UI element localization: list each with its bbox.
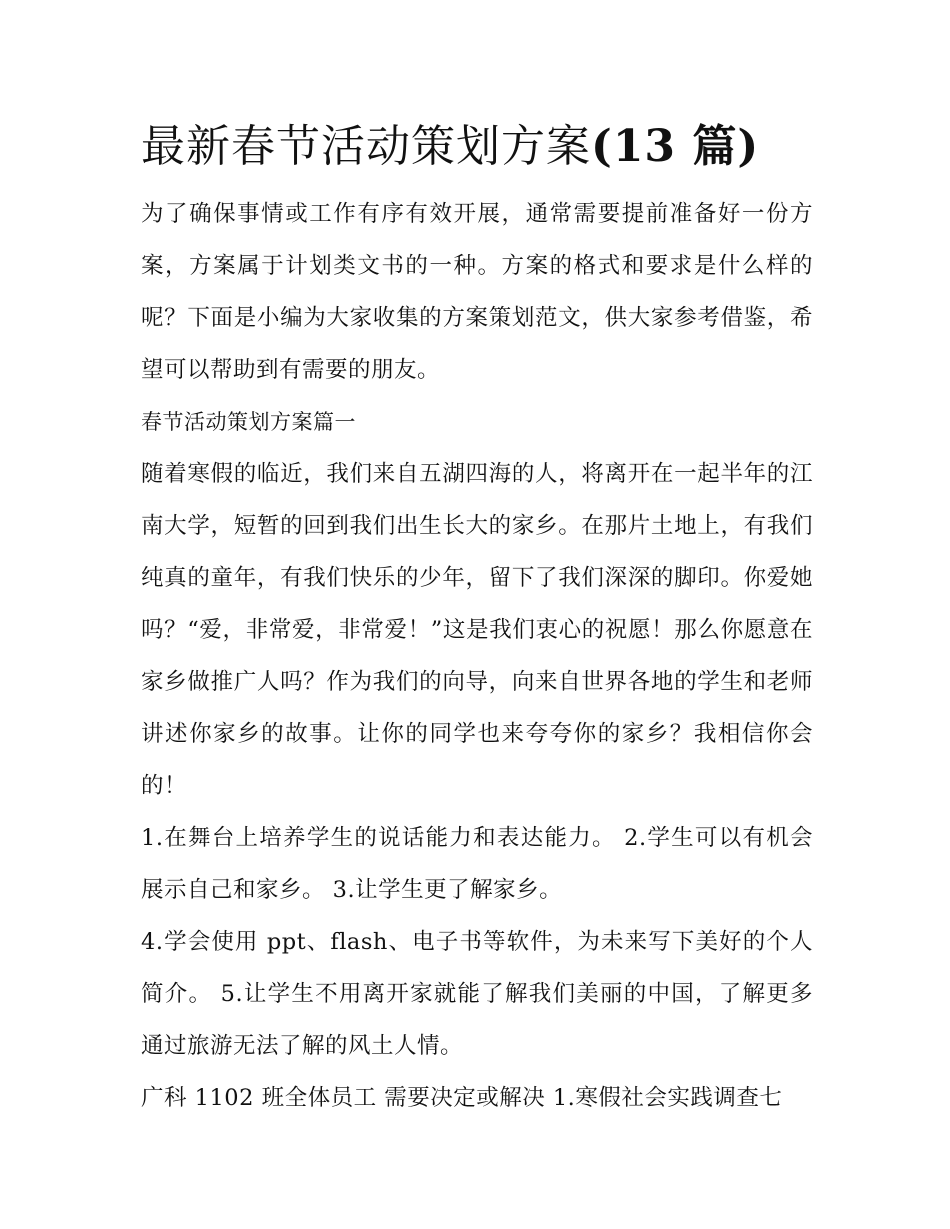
body-paragraph: 随着寒假的临近，我们来自五湖四海的人，将离开在一起半年的江南大学，短暂的回到我们出生长大的家乡。在那片土地上，有我们纯真的童年，有我们快乐的少年，留下了我们深深的脚印。你爱她吗？“爱，非常爱，非常爱！”这是我们衷心的祝愿！那么你愿意在家乡做推广人吗？作为我们的向导，向来自世界各地的学生和老师讲述你家乡的故事。让你的同学也来夸夸你的家乡？我相信你会的！ bbox=[141, 461, 813, 799]
goals-paragraph-1: 1.在舞台上培养学生的说话能力和表达能力。 2.学生可以有机会展示自己和家乡。 3.让学生更了解家乡。 bbox=[141, 825, 813, 903]
section-heading: 春节活动策划方案篇一 bbox=[141, 410, 356, 434]
document-page bbox=[141, 112, 813, 1124]
document-title bbox=[141, 112, 813, 182]
title-main: 最新春节活动策划方案 bbox=[141, 121, 591, 172]
participants-paragraph: 广科 1102 班全体员工 需要决定或解决 1.寒假社会实践调查七 bbox=[141, 1085, 783, 1111]
title-count: (13 篇) bbox=[591, 121, 760, 172]
goals-paragraph-2: 4.学会使用 ppt、flash、电子书等软件，为未来写下美好的个人简介。 5.让学生不用离开家就能了解我们美丽的中国，了解更多通过旅游无法了解的风土人情。 bbox=[141, 929, 813, 1059]
intro-paragraph: 为了确保事情或工作有序有效开展，通常需要提前准备好一份方案，方案属于计划类文书的一种。方案的格式和要求是什么样的呢？下面是小编为大家收集的方案策划范文，供大家参考借鉴，希望可以帮助到有需要的朋友。 bbox=[141, 201, 813, 383]
